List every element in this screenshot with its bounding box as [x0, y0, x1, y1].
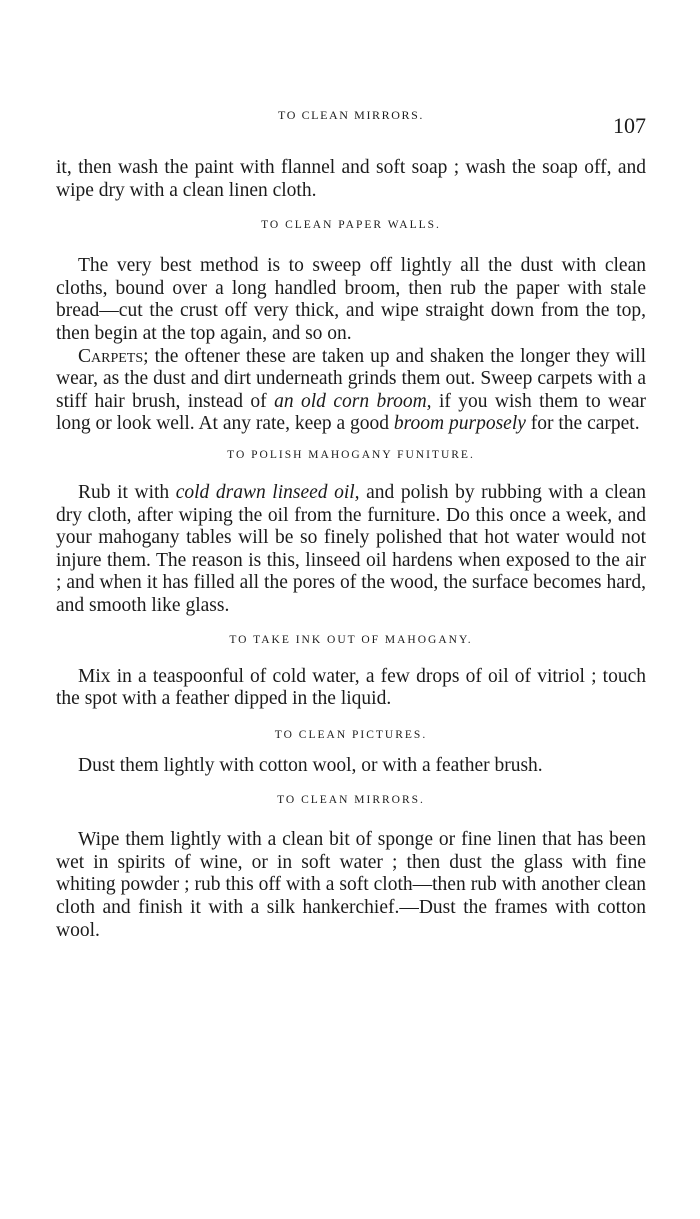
running-head: TO CLEAN MIRRORS. [278, 108, 424, 122]
page-number: 107 [613, 113, 646, 138]
carpets-text-1: ; the oftener these are taken up and shaken the longer they will wear, as the dust and dirt underneath grinds them out. Sweep carpets with a stiff hair brush, instead of [56, 345, 646, 412]
section-heading-mirrors: TO CLEAN MIRRORS. [277, 794, 425, 807]
carpets-lead-word: Carpets [78, 345, 144, 367]
carpets-text-3: for the carpet. [525, 413, 640, 435]
carpets-italic-1: an old corn broom, [274, 390, 432, 412]
book-page [56, 0, 646, 1219]
section-heading-ink-mahogany: TO TAKE INK OUT OF MAHOGANY. [229, 633, 473, 646]
carpets-text-2: if you wish them to wear long or look well. At any rate, keep a good [56, 390, 647, 435]
mahogany-text-1: Rub it with [78, 481, 176, 503]
section-heading-pictures: TO CLEAN PICTURES. [274, 728, 428, 741]
paper-walls-paragraph: The very best method is to sweep off lightly all the dust with clean cloths, bound over a long handled broom, then rub the paper with stale bread—cut the crust off very thick, and wipe straight down from the top, then begin at the top again, and so on. [56, 255, 646, 344]
ink-mahogany-paragraph: Mix in a teaspoonful of cold water, a few drops of oil of vitriol ; touch the spot with a feather dipped in the liquid. [56, 665, 646, 710]
mirrors-paragraph: Wipe them lightly with a clean bit of sponge or fine linen that has been wet in spirits of wine, or in soft water ; then dust the glass with fine whiting powder ; rub this off with a soft cloth—then rub with another clean cloth and finish it with a silk hankerchief.—Dust the frames with cotton wool. [56, 829, 646, 941]
section-heading-mahogany-furniture: TO POLISH MAHOGANY FUNITURE. [227, 448, 475, 461]
continuation-paragraph: it, then wash the paint with flannel and soft soap ; wash the soap off, and wipe dry with a clean linen cloth. [56, 157, 646, 201]
section-heading-paper-walls: TO CLEAN PAPER WALLS. [261, 219, 441, 232]
pictures-paragraph: Dust them lightly with cotton wool, or with a feather brush. [78, 754, 543, 776]
carpets-paragraph [56, 346, 646, 436]
carpets-italic-2: broom purposely [393, 413, 526, 435]
mahogany-italic: cold drawn linseed oil, [175, 481, 360, 503]
mahogany-text-2: and polish by rubbing with a clean dry cloth, after wiping the oil from the furniture. Do this once a week, and your mahogany tables will be so finely polished that hot water would not injure them. The reason is this, linseed oil hardens when exposed to the air ; and when it has filled all the pores of the wood, the surface becomes hard, and smooth like glass. [56, 481, 646, 616]
mahogany-furniture-paragraph [56, 482, 646, 618]
page-body [56, 157, 646, 942]
